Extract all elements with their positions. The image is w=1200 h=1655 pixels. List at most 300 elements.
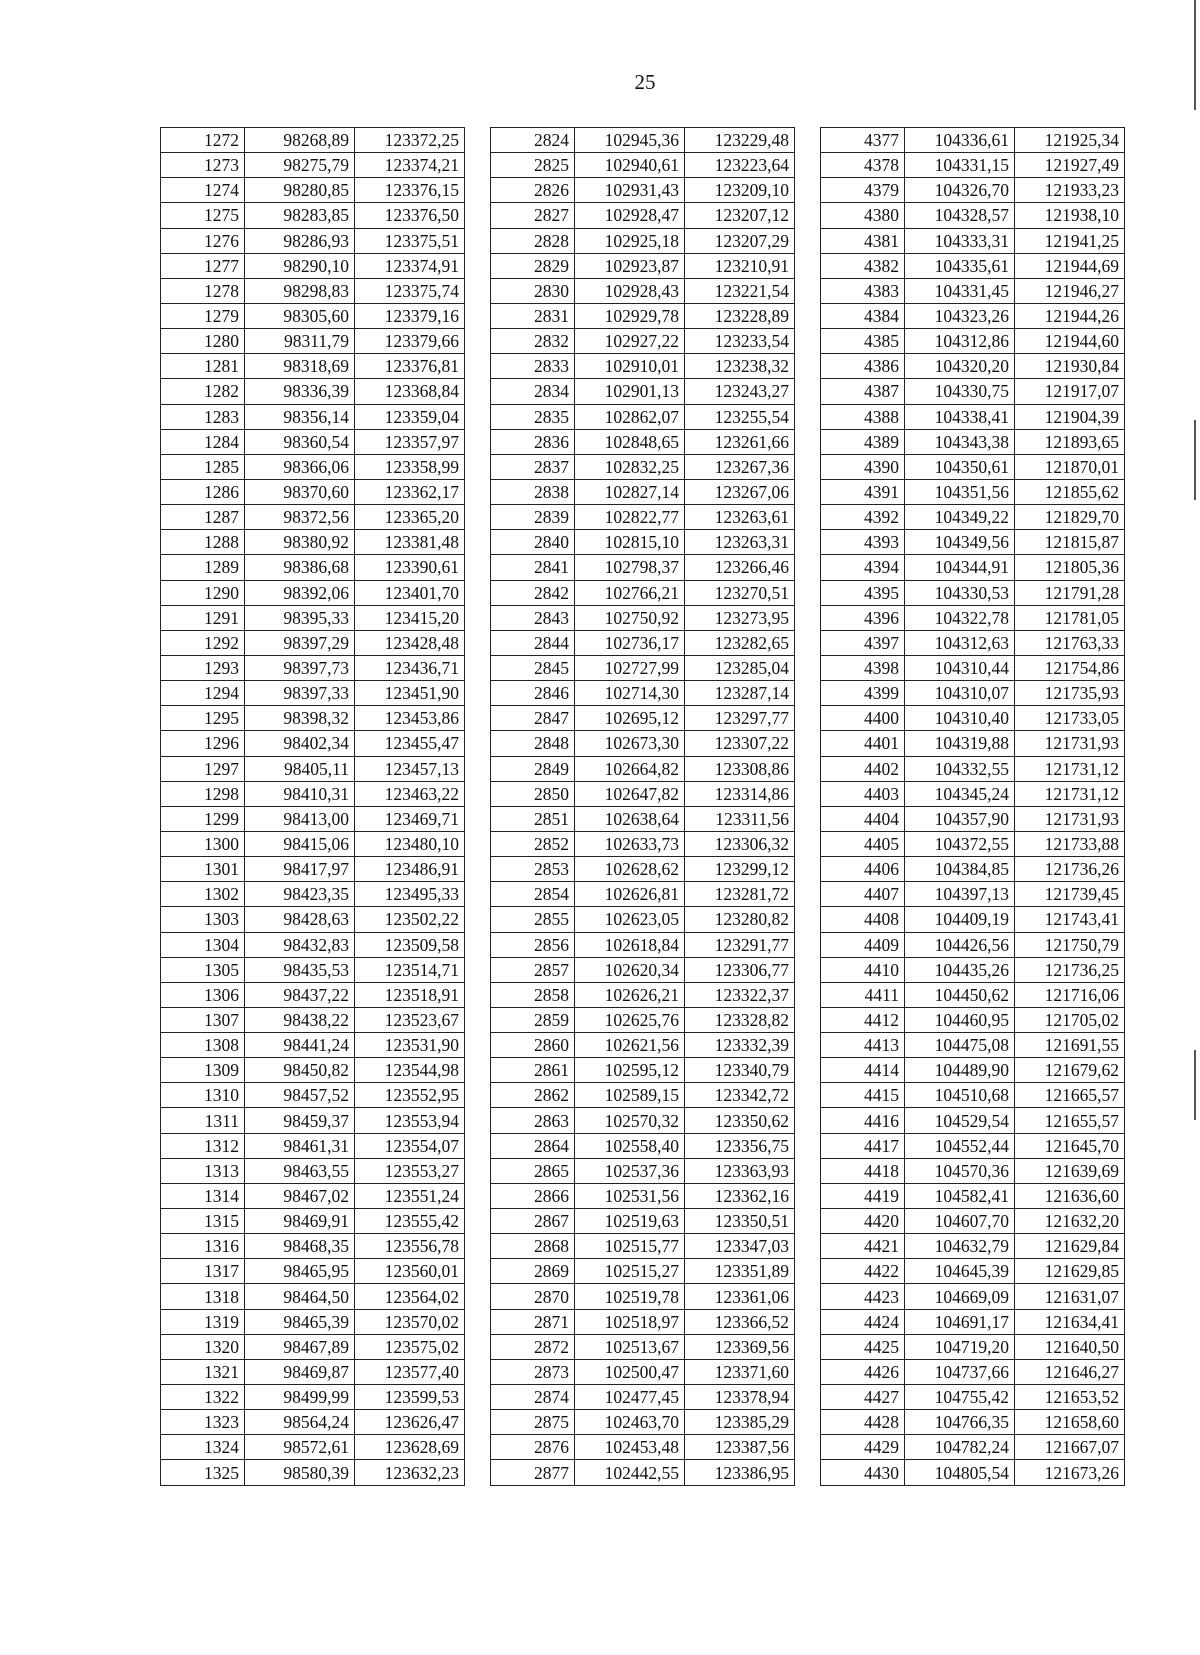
x-coordinate-cell: 98463,55 bbox=[245, 1158, 355, 1183]
y-coordinate-cell: 123267,06 bbox=[685, 479, 795, 504]
y-coordinate-cell: 121904,39 bbox=[1015, 404, 1125, 429]
y-coordinate-cell: 123386,95 bbox=[685, 1460, 795, 1485]
table-row bbox=[821, 1033, 1125, 1058]
table-row bbox=[491, 303, 795, 328]
table-row bbox=[491, 1460, 795, 1485]
x-coordinate-cell: 104632,79 bbox=[905, 1234, 1015, 1259]
point-number-cell: 4400 bbox=[821, 706, 905, 731]
y-coordinate-cell: 123357,97 bbox=[355, 429, 465, 454]
table-row bbox=[821, 1007, 1125, 1032]
table-row bbox=[161, 907, 465, 932]
point-number-cell: 4403 bbox=[821, 781, 905, 806]
table-row bbox=[161, 1183, 465, 1208]
y-coordinate-cell: 123577,40 bbox=[355, 1359, 465, 1384]
y-coordinate-cell: 121736,25 bbox=[1015, 957, 1125, 982]
table-row bbox=[491, 932, 795, 957]
x-coordinate-cell: 104319,88 bbox=[905, 731, 1015, 756]
y-coordinate-cell: 123358,99 bbox=[355, 454, 465, 479]
point-number-cell: 2862 bbox=[491, 1083, 575, 1108]
table-row bbox=[491, 781, 795, 806]
point-number-cell: 2838 bbox=[491, 479, 575, 504]
y-coordinate-cell: 123362,16 bbox=[685, 1183, 795, 1208]
table-row bbox=[491, 1158, 795, 1183]
y-coordinate-cell: 123455,47 bbox=[355, 731, 465, 756]
table-row bbox=[821, 479, 1125, 504]
table-row bbox=[491, 1334, 795, 1359]
point-number-cell: 1292 bbox=[161, 630, 245, 655]
point-number-cell: 4380 bbox=[821, 203, 905, 228]
x-coordinate-cell: 102766,21 bbox=[575, 580, 685, 605]
table-row bbox=[161, 253, 465, 278]
table-row bbox=[821, 831, 1125, 856]
y-coordinate-cell: 123369,56 bbox=[685, 1334, 795, 1359]
table-row bbox=[161, 957, 465, 982]
y-coordinate-cell: 123368,84 bbox=[355, 379, 465, 404]
y-coordinate-cell: 121791,28 bbox=[1015, 580, 1125, 605]
x-coordinate-cell: 98423,35 bbox=[245, 882, 355, 907]
x-coordinate-cell: 102625,76 bbox=[575, 1007, 685, 1032]
x-coordinate-cell: 98360,54 bbox=[245, 429, 355, 454]
table-row bbox=[491, 731, 795, 756]
x-coordinate-cell: 98437,22 bbox=[245, 982, 355, 1007]
table-row bbox=[821, 178, 1125, 203]
y-coordinate-cell: 123451,90 bbox=[355, 681, 465, 706]
x-coordinate-cell: 98572,61 bbox=[245, 1435, 355, 1460]
y-coordinate-cell: 123552,95 bbox=[355, 1083, 465, 1108]
x-coordinate-cell: 102515,77 bbox=[575, 1234, 685, 1259]
table-row bbox=[821, 957, 1125, 982]
point-number-cell: 1282 bbox=[161, 379, 245, 404]
table-row bbox=[161, 128, 465, 153]
point-number-cell: 4411 bbox=[821, 982, 905, 1007]
y-coordinate-cell: 123374,21 bbox=[355, 153, 465, 178]
table-row bbox=[161, 404, 465, 429]
point-number-cell: 4378 bbox=[821, 153, 905, 178]
table-row bbox=[491, 454, 795, 479]
point-number-cell: 1294 bbox=[161, 681, 245, 706]
y-coordinate-cell: 123379,16 bbox=[355, 303, 465, 328]
table-row bbox=[161, 932, 465, 957]
point-number-cell: 1276 bbox=[161, 228, 245, 253]
y-coordinate-cell: 123390,61 bbox=[355, 555, 465, 580]
x-coordinate-cell: 98413,00 bbox=[245, 806, 355, 831]
table-row bbox=[161, 1033, 465, 1058]
table-row bbox=[491, 1033, 795, 1058]
x-coordinate-cell: 104570,36 bbox=[905, 1158, 1015, 1183]
point-number-cell: 2868 bbox=[491, 1234, 575, 1259]
y-coordinate-cell: 123340,79 bbox=[685, 1058, 795, 1083]
point-number-cell: 2859 bbox=[491, 1007, 575, 1032]
y-coordinate-cell: 121944,60 bbox=[1015, 329, 1125, 354]
table-row bbox=[491, 329, 795, 354]
x-coordinate-cell: 104755,42 bbox=[905, 1385, 1015, 1410]
x-coordinate-cell: 102664,82 bbox=[575, 756, 685, 781]
y-coordinate-cell: 123210,91 bbox=[685, 253, 795, 278]
point-number-cell: 1321 bbox=[161, 1359, 245, 1384]
y-coordinate-cell: 121733,88 bbox=[1015, 831, 1125, 856]
x-coordinate-cell: 104529,54 bbox=[905, 1108, 1015, 1133]
point-number-cell: 4421 bbox=[821, 1234, 905, 1259]
point-number-cell: 1289 bbox=[161, 555, 245, 580]
y-coordinate-cell: 123308,86 bbox=[685, 756, 795, 781]
x-coordinate-cell: 98428,63 bbox=[245, 907, 355, 932]
point-number-cell: 4418 bbox=[821, 1158, 905, 1183]
table-row bbox=[821, 1334, 1125, 1359]
x-coordinate-cell: 98366,06 bbox=[245, 454, 355, 479]
point-number-cell: 1296 bbox=[161, 731, 245, 756]
x-coordinate-cell: 102442,55 bbox=[575, 1460, 685, 1485]
point-number-cell: 1314 bbox=[161, 1183, 245, 1208]
table-row bbox=[821, 153, 1125, 178]
table-row bbox=[821, 1183, 1125, 1208]
table-row bbox=[491, 429, 795, 454]
point-number-cell: 1277 bbox=[161, 253, 245, 278]
point-number-cell: 2849 bbox=[491, 756, 575, 781]
y-coordinate-cell: 123351,89 bbox=[685, 1259, 795, 1284]
point-number-cell: 2869 bbox=[491, 1259, 575, 1284]
table-row bbox=[821, 1133, 1125, 1158]
x-coordinate-cell: 98441,24 bbox=[245, 1033, 355, 1058]
x-coordinate-cell: 98370,60 bbox=[245, 479, 355, 504]
table-row bbox=[491, 1007, 795, 1032]
point-number-cell: 2851 bbox=[491, 806, 575, 831]
x-coordinate-cell: 102928,47 bbox=[575, 203, 685, 228]
point-number-cell: 4401 bbox=[821, 731, 905, 756]
x-coordinate-cell: 104332,55 bbox=[905, 756, 1015, 781]
x-coordinate-cell: 104450,62 bbox=[905, 982, 1015, 1007]
point-number-cell: 2833 bbox=[491, 354, 575, 379]
y-coordinate-cell: 121679,62 bbox=[1015, 1058, 1125, 1083]
y-coordinate-cell: 121629,85 bbox=[1015, 1259, 1125, 1284]
x-coordinate-cell: 98286,93 bbox=[245, 228, 355, 253]
table-row bbox=[491, 228, 795, 253]
point-number-cell: 4394 bbox=[821, 555, 905, 580]
table-row bbox=[821, 857, 1125, 882]
y-coordinate-cell: 123374,91 bbox=[355, 253, 465, 278]
y-coordinate-cell: 121631,07 bbox=[1015, 1284, 1125, 1309]
table-row bbox=[821, 806, 1125, 831]
x-coordinate-cell: 98580,39 bbox=[245, 1460, 355, 1485]
point-number-cell: 2829 bbox=[491, 253, 575, 278]
x-coordinate-cell: 104475,08 bbox=[905, 1033, 1015, 1058]
y-coordinate-cell: 121639,69 bbox=[1015, 1158, 1125, 1183]
table-row bbox=[161, 1284, 465, 1309]
x-coordinate-cell: 104331,45 bbox=[905, 278, 1015, 303]
x-coordinate-cell: 104323,26 bbox=[905, 303, 1015, 328]
y-coordinate-cell: 123376,81 bbox=[355, 354, 465, 379]
y-coordinate-cell: 123306,77 bbox=[685, 957, 795, 982]
x-coordinate-cell: 104510,68 bbox=[905, 1083, 1015, 1108]
x-coordinate-cell: 102589,15 bbox=[575, 1083, 685, 1108]
x-coordinate-cell: 102923,87 bbox=[575, 253, 685, 278]
y-coordinate-cell: 123209,10 bbox=[685, 178, 795, 203]
x-coordinate-cell: 98397,73 bbox=[245, 655, 355, 680]
table-row bbox=[821, 1359, 1125, 1384]
point-number-cell: 1304 bbox=[161, 932, 245, 957]
table-row bbox=[491, 479, 795, 504]
y-coordinate-cell: 123350,51 bbox=[685, 1209, 795, 1234]
point-number-cell: 2830 bbox=[491, 278, 575, 303]
table-row bbox=[491, 1209, 795, 1234]
table-row bbox=[161, 630, 465, 655]
y-coordinate-cell: 123306,32 bbox=[685, 831, 795, 856]
y-coordinate-cell: 121705,02 bbox=[1015, 1007, 1125, 1032]
y-coordinate-cell: 123381,48 bbox=[355, 530, 465, 555]
point-number-cell: 2831 bbox=[491, 303, 575, 328]
x-coordinate-cell: 98386,68 bbox=[245, 555, 355, 580]
point-number-cell: 4417 bbox=[821, 1133, 905, 1158]
x-coordinate-cell: 104426,56 bbox=[905, 932, 1015, 957]
point-number-cell: 4427 bbox=[821, 1385, 905, 1410]
point-number-cell: 1309 bbox=[161, 1058, 245, 1083]
table-row bbox=[491, 555, 795, 580]
x-coordinate-cell: 104312,63 bbox=[905, 630, 1015, 655]
point-number-cell: 1306 bbox=[161, 982, 245, 1007]
table-row bbox=[491, 1385, 795, 1410]
y-coordinate-cell: 123514,71 bbox=[355, 957, 465, 982]
x-coordinate-cell: 102477,45 bbox=[575, 1385, 685, 1410]
x-coordinate-cell: 102633,73 bbox=[575, 831, 685, 856]
point-number-cell: 2843 bbox=[491, 605, 575, 630]
point-number-cell: 4430 bbox=[821, 1460, 905, 1485]
y-coordinate-cell: 123287,14 bbox=[685, 681, 795, 706]
y-coordinate-cell: 123502,22 bbox=[355, 907, 465, 932]
point-number-cell: 4426 bbox=[821, 1359, 905, 1384]
x-coordinate-cell: 104351,56 bbox=[905, 479, 1015, 504]
point-number-cell: 2846 bbox=[491, 681, 575, 706]
y-coordinate-cell: 121750,79 bbox=[1015, 932, 1125, 957]
point-number-cell: 4406 bbox=[821, 857, 905, 882]
y-coordinate-cell: 121927,49 bbox=[1015, 153, 1125, 178]
x-coordinate-cell: 98410,31 bbox=[245, 781, 355, 806]
point-number-cell: 2873 bbox=[491, 1359, 575, 1384]
table-row bbox=[491, 1183, 795, 1208]
x-coordinate-cell: 104409,19 bbox=[905, 907, 1015, 932]
table-row bbox=[821, 379, 1125, 404]
y-coordinate-cell: 121658,60 bbox=[1015, 1410, 1125, 1435]
table-row bbox=[821, 404, 1125, 429]
point-number-cell: 1319 bbox=[161, 1309, 245, 1334]
point-number-cell: 4386 bbox=[821, 354, 905, 379]
point-number-cell: 4415 bbox=[821, 1083, 905, 1108]
x-coordinate-cell: 104343,38 bbox=[905, 429, 1015, 454]
table-row bbox=[161, 228, 465, 253]
x-coordinate-cell: 104310,40 bbox=[905, 706, 1015, 731]
table-row bbox=[491, 128, 795, 153]
x-coordinate-cell: 104331,15 bbox=[905, 153, 1015, 178]
y-coordinate-cell: 123469,71 bbox=[355, 806, 465, 831]
table-row bbox=[491, 1259, 795, 1284]
table-row bbox=[821, 982, 1125, 1007]
x-coordinate-cell: 104691,17 bbox=[905, 1309, 1015, 1334]
table-row bbox=[821, 781, 1125, 806]
x-coordinate-cell: 102695,12 bbox=[575, 706, 685, 731]
y-coordinate-cell: 121733,05 bbox=[1015, 706, 1125, 731]
table-row bbox=[821, 605, 1125, 630]
table-row bbox=[491, 178, 795, 203]
table-row bbox=[821, 555, 1125, 580]
y-coordinate-cell: 123375,51 bbox=[355, 228, 465, 253]
y-coordinate-cell: 121925,34 bbox=[1015, 128, 1125, 153]
point-number-cell: 1317 bbox=[161, 1259, 245, 1284]
table-row bbox=[161, 379, 465, 404]
point-number-cell: 2826 bbox=[491, 178, 575, 203]
table-row bbox=[161, 756, 465, 781]
x-coordinate-cell: 104330,53 bbox=[905, 580, 1015, 605]
point-number-cell: 2842 bbox=[491, 580, 575, 605]
point-number-cell: 1307 bbox=[161, 1007, 245, 1032]
point-number-cell: 2828 bbox=[491, 228, 575, 253]
table-row bbox=[821, 505, 1125, 530]
point-number-cell: 4408 bbox=[821, 907, 905, 932]
y-coordinate-cell: 121632,20 bbox=[1015, 1209, 1125, 1234]
table-row bbox=[821, 530, 1125, 555]
y-coordinate-cell: 123285,04 bbox=[685, 655, 795, 680]
x-coordinate-cell: 104310,07 bbox=[905, 681, 1015, 706]
point-number-cell: 4379 bbox=[821, 178, 905, 203]
x-coordinate-cell: 98356,14 bbox=[245, 404, 355, 429]
point-number-cell: 4397 bbox=[821, 630, 905, 655]
y-coordinate-cell: 123626,47 bbox=[355, 1410, 465, 1435]
point-number-cell: 4396 bbox=[821, 605, 905, 630]
coordinates-table-2 bbox=[490, 127, 795, 1486]
y-coordinate-cell: 123379,66 bbox=[355, 329, 465, 354]
table-row bbox=[161, 605, 465, 630]
y-coordinate-cell: 123555,42 bbox=[355, 1209, 465, 1234]
table-row bbox=[491, 882, 795, 907]
page-number: 25 bbox=[634, 70, 656, 94]
point-number-cell: 2832 bbox=[491, 329, 575, 354]
point-number-cell: 1297 bbox=[161, 756, 245, 781]
point-number-cell: 2836 bbox=[491, 429, 575, 454]
x-coordinate-cell: 98318,69 bbox=[245, 354, 355, 379]
x-coordinate-cell: 104344,91 bbox=[905, 555, 1015, 580]
point-number-cell: 4390 bbox=[821, 454, 905, 479]
y-coordinate-cell: 123509,58 bbox=[355, 932, 465, 957]
point-number-cell: 2825 bbox=[491, 153, 575, 178]
x-coordinate-cell: 98464,50 bbox=[245, 1284, 355, 1309]
y-coordinate-cell: 121893,65 bbox=[1015, 429, 1125, 454]
point-number-cell: 2855 bbox=[491, 907, 575, 932]
scan-edge-mark bbox=[1194, 1050, 1196, 1120]
x-coordinate-cell: 102945,36 bbox=[575, 128, 685, 153]
y-coordinate-cell: 123361,06 bbox=[685, 1284, 795, 1309]
x-coordinate-cell: 102628,62 bbox=[575, 857, 685, 882]
point-number-cell: 1302 bbox=[161, 882, 245, 907]
table-row bbox=[821, 128, 1125, 153]
table-row bbox=[161, 153, 465, 178]
x-coordinate-cell: 98415,06 bbox=[245, 831, 355, 856]
x-coordinate-cell: 98397,33 bbox=[245, 681, 355, 706]
point-number-cell: 1291 bbox=[161, 605, 245, 630]
y-coordinate-cell: 123228,89 bbox=[685, 303, 795, 328]
y-coordinate-cell: 123322,37 bbox=[685, 982, 795, 1007]
table-row bbox=[491, 505, 795, 530]
table-row bbox=[161, 479, 465, 504]
y-coordinate-cell: 121667,07 bbox=[1015, 1435, 1125, 1460]
point-number-cell: 4425 bbox=[821, 1334, 905, 1359]
table-row bbox=[491, 957, 795, 982]
point-number-cell: 1293 bbox=[161, 655, 245, 680]
y-coordinate-cell: 121933,23 bbox=[1015, 178, 1125, 203]
table-row bbox=[161, 1234, 465, 1259]
table-row bbox=[161, 831, 465, 856]
x-coordinate-cell: 98280,85 bbox=[245, 178, 355, 203]
table-row bbox=[161, 454, 465, 479]
x-coordinate-cell: 102463,70 bbox=[575, 1410, 685, 1435]
y-coordinate-cell: 123221,54 bbox=[685, 278, 795, 303]
point-number-cell: 4409 bbox=[821, 932, 905, 957]
x-coordinate-cell: 104607,70 bbox=[905, 1209, 1015, 1234]
table-row bbox=[821, 580, 1125, 605]
table-row bbox=[161, 429, 465, 454]
y-coordinate-cell: 123553,94 bbox=[355, 1108, 465, 1133]
x-coordinate-cell: 98469,87 bbox=[245, 1359, 355, 1384]
point-number-cell: 2860 bbox=[491, 1033, 575, 1058]
table-row bbox=[491, 605, 795, 630]
point-number-cell: 1311 bbox=[161, 1108, 245, 1133]
x-coordinate-cell: 104330,75 bbox=[905, 379, 1015, 404]
point-number-cell: 1318 bbox=[161, 1284, 245, 1309]
y-coordinate-cell: 121815,87 bbox=[1015, 530, 1125, 555]
point-number-cell: 1324 bbox=[161, 1435, 245, 1460]
x-coordinate-cell: 104435,26 bbox=[905, 957, 1015, 982]
y-coordinate-cell: 123599,53 bbox=[355, 1385, 465, 1410]
table-row bbox=[491, 756, 795, 781]
x-coordinate-cell: 102927,22 bbox=[575, 329, 685, 354]
x-coordinate-cell: 102620,34 bbox=[575, 957, 685, 982]
table-row bbox=[821, 1385, 1125, 1410]
y-coordinate-cell: 123363,93 bbox=[685, 1158, 795, 1183]
table-row bbox=[821, 1309, 1125, 1334]
y-coordinate-cell: 121736,26 bbox=[1015, 857, 1125, 882]
x-coordinate-cell: 98298,83 bbox=[245, 278, 355, 303]
y-coordinate-cell: 123632,23 bbox=[355, 1460, 465, 1485]
point-number-cell: 1320 bbox=[161, 1334, 245, 1359]
point-number-cell: 2840 bbox=[491, 530, 575, 555]
table-row bbox=[161, 329, 465, 354]
point-number-cell: 4387 bbox=[821, 379, 905, 404]
y-coordinate-cell: 123378,94 bbox=[685, 1385, 795, 1410]
table-row bbox=[821, 630, 1125, 655]
x-coordinate-cell: 98290,10 bbox=[245, 253, 355, 278]
point-number-cell: 4391 bbox=[821, 479, 905, 504]
x-coordinate-cell: 102798,37 bbox=[575, 555, 685, 580]
x-coordinate-cell: 98395,33 bbox=[245, 605, 355, 630]
x-coordinate-cell: 104310,44 bbox=[905, 655, 1015, 680]
y-coordinate-cell: 123311,56 bbox=[685, 806, 795, 831]
table-row bbox=[491, 203, 795, 228]
table-row bbox=[161, 857, 465, 882]
point-number-cell: 2837 bbox=[491, 454, 575, 479]
x-coordinate-cell: 98417,97 bbox=[245, 857, 355, 882]
y-coordinate-cell: 123463,22 bbox=[355, 781, 465, 806]
y-coordinate-cell: 121805,36 bbox=[1015, 555, 1125, 580]
x-coordinate-cell: 98457,52 bbox=[245, 1083, 355, 1108]
x-coordinate-cell: 102901,13 bbox=[575, 379, 685, 404]
table-row bbox=[161, 1309, 465, 1334]
point-number-cell: 1301 bbox=[161, 857, 245, 882]
y-coordinate-cell: 123486,91 bbox=[355, 857, 465, 882]
point-number-cell: 1305 bbox=[161, 957, 245, 982]
x-coordinate-cell: 102626,81 bbox=[575, 882, 685, 907]
y-coordinate-cell: 121731,12 bbox=[1015, 756, 1125, 781]
y-coordinate-cell: 123575,02 bbox=[355, 1334, 465, 1359]
x-coordinate-cell: 104328,57 bbox=[905, 203, 1015, 228]
table-row bbox=[491, 1309, 795, 1334]
y-coordinate-cell: 123359,04 bbox=[355, 404, 465, 429]
y-coordinate-cell: 121655,57 bbox=[1015, 1108, 1125, 1133]
